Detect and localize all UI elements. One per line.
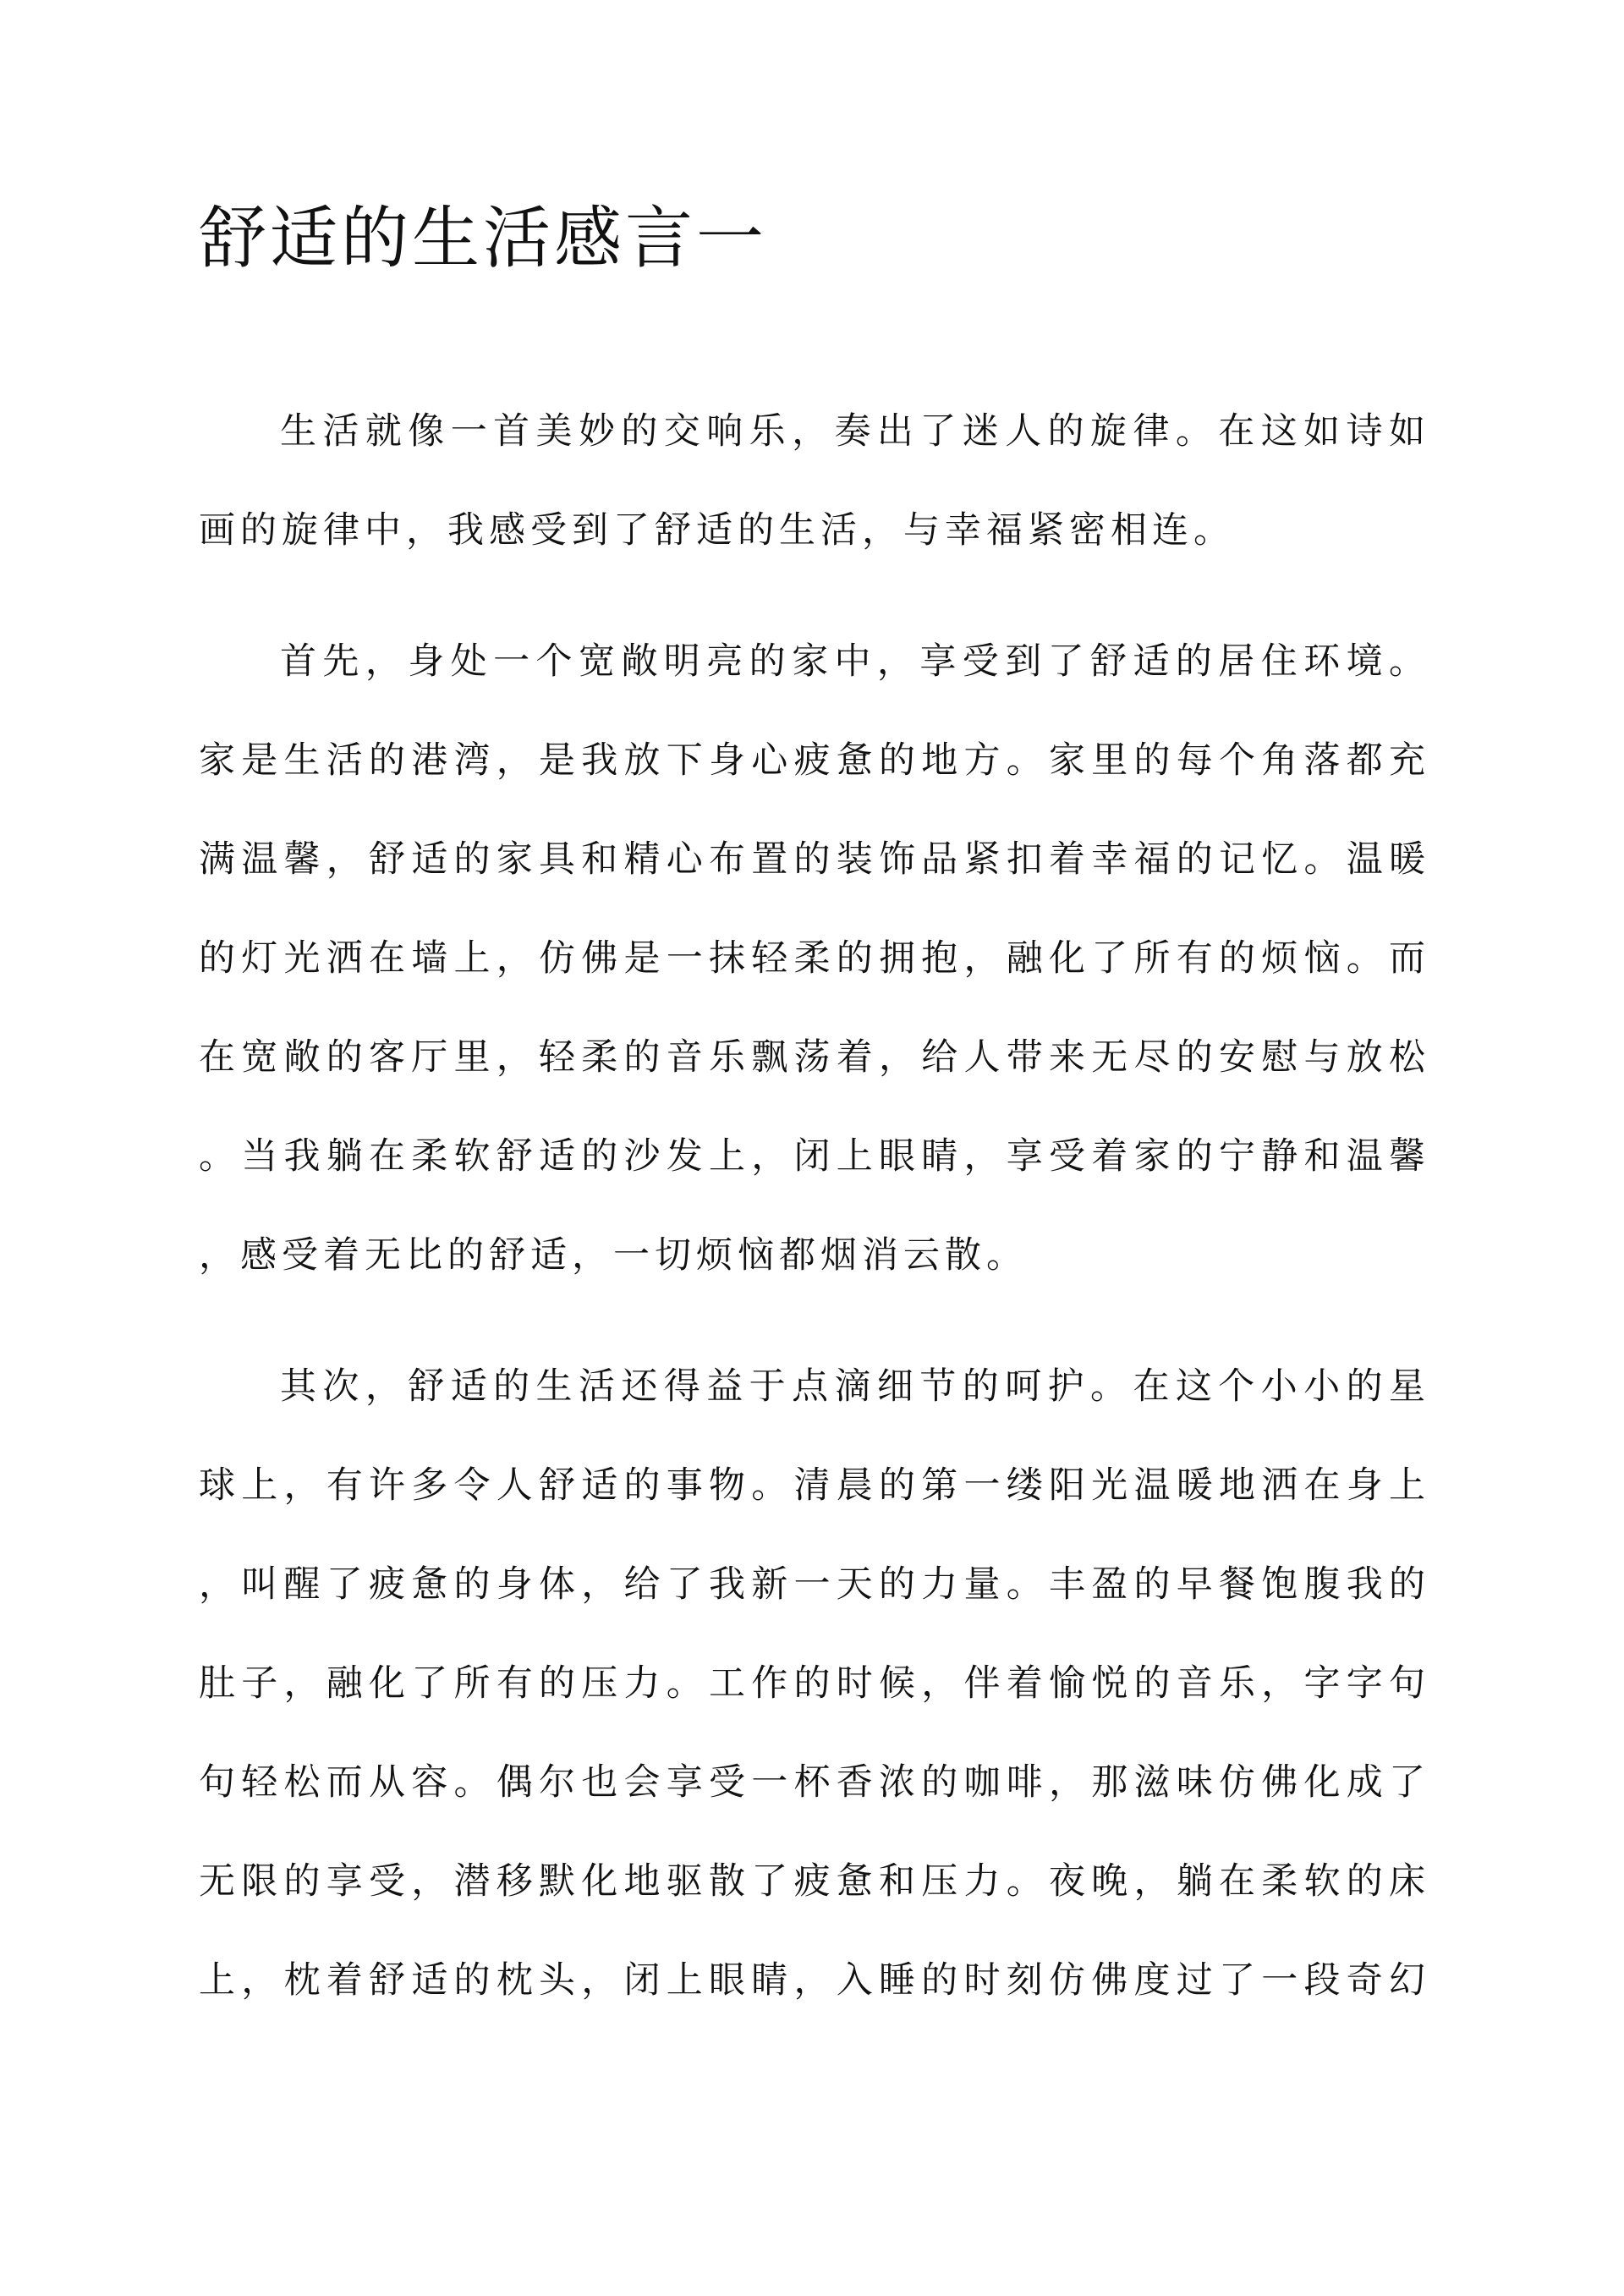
- document-body: [199, 382, 1425, 2063]
- text-line: 的灯光洒在墙上，仿佛是一抹轻柔的拥抱，融化了所有的烦恼。而: [199, 937, 1425, 980]
- page-title: 舒适的生活感言一: [199, 199, 767, 277]
- text-line: 满温馨，舒适的家具和精心布置的装饰品紧扣着幸福的记忆。温暖: [199, 838, 1425, 881]
- text-line: 生活就像一首美妙的交响乐，奏出了迷人的旋律。在这如诗如: [280, 410, 1425, 453]
- text-line: 句轻松而从容。偶尔也会享受一杯香浓的咖啡，那滋味仿佛化成了: [199, 1761, 1425, 1804]
- text-line: 首先，身处一个宽敞明亮的家中，享受到了舒适的居住环境。: [280, 640, 1425, 683]
- text-line: 家是生活的港湾，是我放下身心疲惫的地方。家里的每个角落都充: [199, 739, 1425, 782]
- paragraph-3: [199, 1338, 1425, 2030]
- text-line: 其次，舒适的生活还得益于点滴细节的呵护。在这个小小的星: [280, 1365, 1425, 1408]
- paragraph-2: [199, 612, 1425, 1305]
- text-line: 画的旋律中，我感受到了舒适的生活，与幸福紧密相连。: [199, 509, 1235, 552]
- text-line: 在宽敞的客厅里，轻柔的音乐飘荡着，给人带来无尽的安慰与放松: [199, 1036, 1425, 1079]
- text-line: 球上，有许多令人舒适的事物。清晨的第一缕阳光温暖地洒在身上: [199, 1464, 1425, 1507]
- text-line: 无限的享受，潜移默化地驱散了疲惫和压力。夜晚，躺在柔软的床: [199, 1860, 1425, 1903]
- paragraph-1: [199, 382, 1425, 580]
- text-line: 肚子，融化了所有的压力。工作的时候，伴着愉悦的音乐，字字句: [199, 1662, 1425, 1705]
- text-line: 。当我躺在柔软舒适的沙发上，闭上眼睛，享受着家的宁静和温馨: [199, 1135, 1425, 1178]
- text-line: ，叫醒了疲惫的身体，给了我新一天的力量。丰盈的早餐饱腹我的: [199, 1563, 1425, 1606]
- text-line: ，感受着无比的舒适，一切烦恼都烟消云散。: [199, 1234, 1028, 1277]
- text-line: 上，枕着舒适的枕头，闭上眼睛，入睡的时刻仿佛度过了一段奇幻: [199, 1959, 1425, 2002]
